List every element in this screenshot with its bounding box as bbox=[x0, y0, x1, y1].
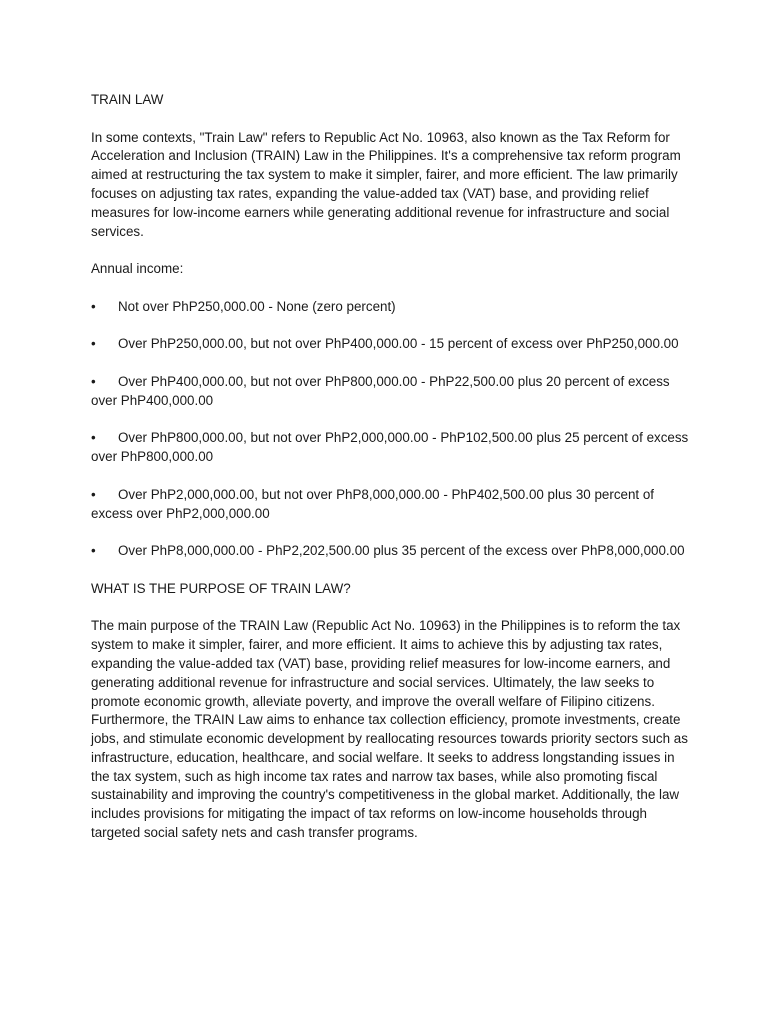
document-title: TRAIN LAW bbox=[91, 92, 164, 107]
bullet-icon: • bbox=[91, 336, 96, 352]
document-page bbox=[91, 91, 691, 862]
tax-bracket-text: Not over PhP250,000.00 - None (zero percent) bbox=[118, 298, 396, 314]
list-item bbox=[91, 298, 691, 317]
tax-bracket-text: Over PhP8,000,000.00 - PhP2,202,500.00 plus 35 percent of the excess over PhP8,000,000.00 bbox=[118, 543, 685, 559]
list-item bbox=[91, 429, 691, 467]
bullet-icon: • bbox=[91, 430, 96, 446]
tax-bracket-text: Over PhP2,000,000.00, but not over PhP8,000,000.00 - PhP402,500.00 plus 30 percent of excess over PhP2,000,000.00 bbox=[91, 486, 655, 521]
tax-bracket-text: Over PhP400,000.00, but not over PhP800,000.00 - PhP22,500.00 plus 20 percent of excess over PhP400,000.00 bbox=[91, 373, 670, 408]
list-item bbox=[91, 486, 691, 524]
purpose-paragraph: The main purpose of the TRAIN Law (Republic Act No. 10963) in the Philippines is to reform the tax system to make it simpler, fairer, and more efficient. It aims to achieve this by adjusting tax rates, expanding the value-added tax (VAT) base, providing relief measures for low-income earners, and generating additional revenue for infrastructure and social services. Ultimately, the law seeks to promote economic growth, alleviate poverty, and improve the overall welfare of Filipino citizens. Furthermore, the TRAIN Law aims to enhance tax collection efficiency, promote investments, create jobs, and stimulate economic development by reallocating resources towards priority sectors such as infrastructure, education, healthcare, and social welfare. It seeks to address longstanding issues in the tax system, such as high income tax rates and narrow tax bases, while also promoting fiscal sustainability and improving the country's competitiveness in the global market. Additionally, the law includes provisions for mitigating the impact of tax reforms on low-income households through targeted social safety nets and cash transfer programs. bbox=[91, 618, 688, 841]
list-item bbox=[91, 335, 691, 354]
bullet-icon: • bbox=[91, 373, 96, 389]
annual-income-label: Annual income: bbox=[91, 261, 184, 277]
tax-bracket-text: Over PhP250,000.00, but not over PhP400,000.00 - 15 percent of excess over PhP250,000.00 bbox=[118, 336, 679, 352]
tax-bracket-text: Over PhP800,000.00, but not over PhP2,000,000.00 - PhP102,500.00 plus 25 percent of excess over PhP800,000.00 bbox=[91, 430, 689, 465]
intro-paragraph: In some contexts, "Train Law" refers to Republic Act No. 10963, also known as the Tax Reform for Acceleration and Inclusion (TRAIN) Law in the Philippines. It's a comprehensive tax reform program aimed at restructuring the tax system to make it simpler, fairer, and more efficient. The law primarily focuses on adjusting tax rates, expanding the value-added tax (VAT) base, and providing relief measures for low-income earners while generating additional revenue for infrastructure and social services. bbox=[91, 129, 681, 239]
bullet-icon: • bbox=[91, 486, 96, 502]
tax-bracket-list bbox=[91, 298, 691, 561]
purpose-heading: WHAT IS THE PURPOSE OF TRAIN LAW? bbox=[91, 580, 351, 596]
bullet-icon: • bbox=[91, 543, 96, 559]
list-item bbox=[91, 373, 691, 411]
bullet-icon: • bbox=[91, 298, 96, 314]
list-item bbox=[91, 542, 691, 561]
